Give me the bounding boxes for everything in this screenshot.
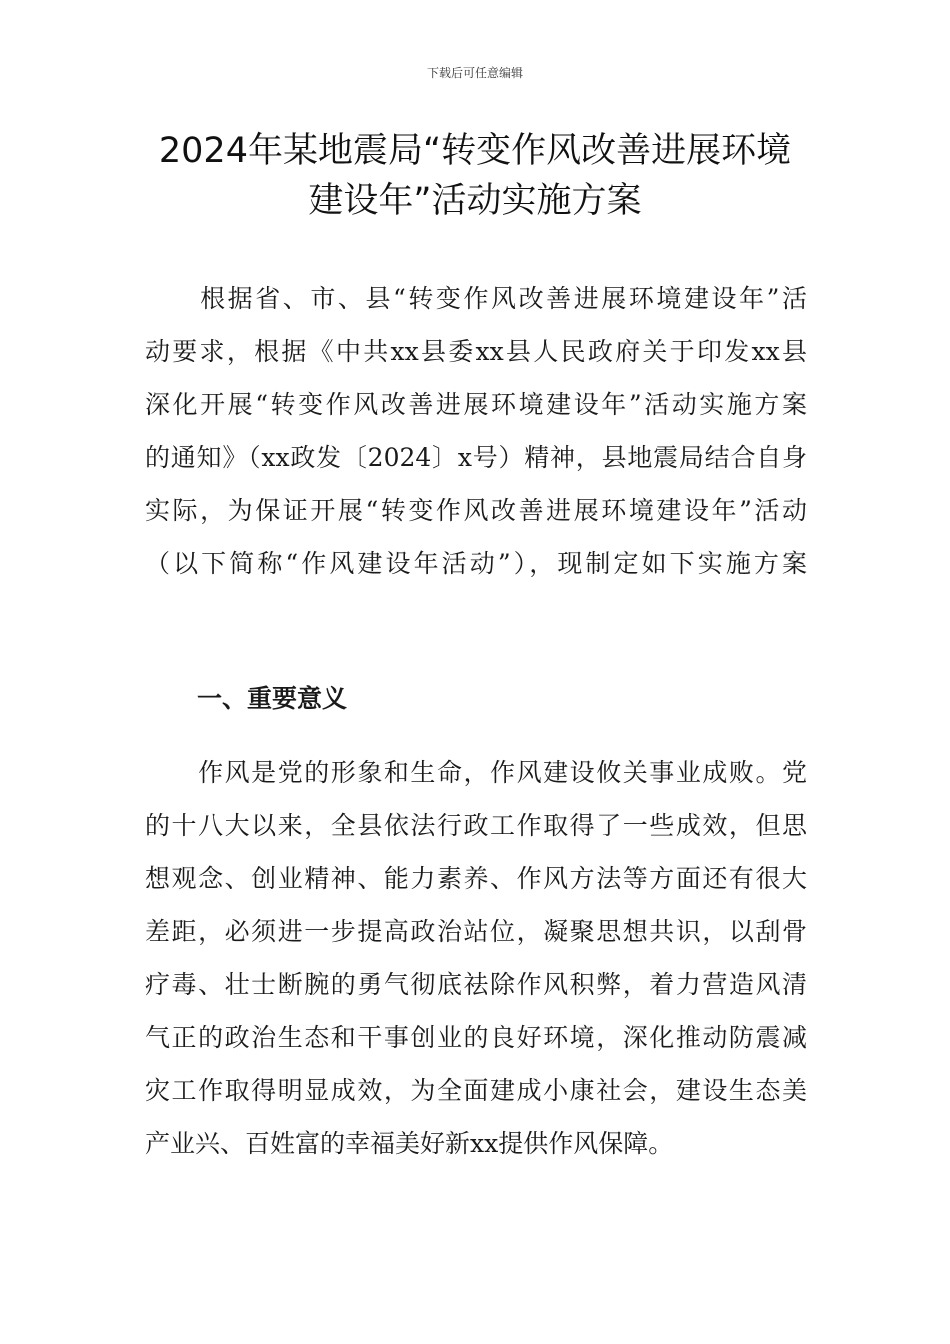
paragraph-line: 动要求，根据《中共xx县委xx县人民政府关于印发xx县 (145, 337, 807, 366)
intro-paragraph (145, 272, 807, 590)
title-line-1: 2024年某地震局“转变作风改善进展环境 (158, 131, 792, 171)
section-heading: 一、重要意义 (197, 684, 348, 713)
paragraph-line: 的十八大以来，全县依法行政工作取得了一些成效，但思 (145, 811, 807, 840)
title-line-2: 建设年”活动实施方案 (308, 181, 642, 221)
header-note: 下载后可任意编辑 (426, 66, 523, 80)
paragraph-line: （以下简称“作风建设年活动”），现制定如下实施方案 (145, 549, 807, 578)
paragraph-line: 气正的政治生态和干事创业的良好环境，深化推动防震减 (145, 1023, 807, 1052)
paragraph-line: 的通知》（xx政发〔2024〕x号）精神，县地震局结合自身 (145, 443, 807, 472)
paragraph-line: 灾工作取得明显成效，为全面建成小康社会，建设生态美 (145, 1076, 807, 1105)
section-paragraph (145, 746, 807, 1170)
paragraph-line: 实际，为保证开展“转变作风改善进展环境建设年”活动 (145, 496, 807, 525)
paragraph-line: 深化开展“转变作风改善进展环境建设年”活动实施方案 (145, 390, 807, 419)
document-title (140, 126, 810, 226)
paragraph-line: 根据省、市、县“转变作风改善进展环境建设年”活 (145, 284, 807, 313)
paragraph-line: 疗毒、壮士断腕的勇气彻底祛除作风积弊，着力营造风清 (145, 970, 807, 999)
paragraph-line: 想观念、创业精神、能力素养、作风方法等方面还有很大 (145, 864, 807, 893)
paragraph-line: 差距，必须进一步提高政治站位，凝聚思想共识，以刮骨 (145, 917, 807, 946)
paragraph-line: 产业兴、百姓富的幸福美好新xx提供作风保障。 (145, 1129, 674, 1158)
paragraph-line: 作风是党的形象和生命，作风建设攸关事业成败。党 (145, 758, 807, 787)
